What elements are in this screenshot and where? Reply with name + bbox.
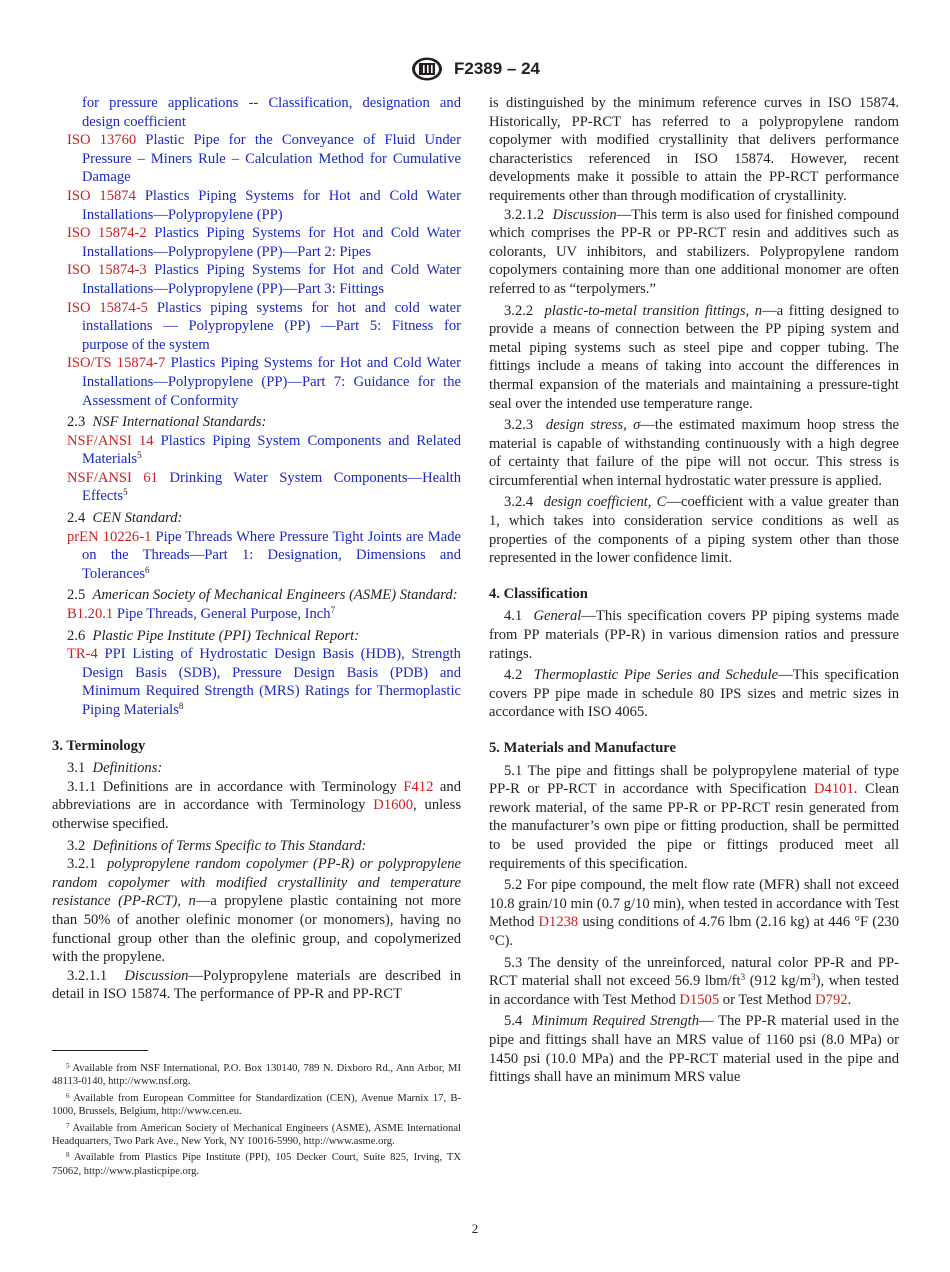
reference-continuation[interactable]: for pressure applications -- Classification, designation and design coefficient <box>82 95 461 130</box>
para-4-2: 4.2 Thermoplastic Pipe Series and Schedule—This specification covers PP pipe made in schedule 80 IPS sizes and metric sizes in accordance with ISO 4065. <box>489 667 900 721</box>
footnote-divider <box>52 1050 148 1051</box>
section-2-5-heading: 2.5 American Society of Mechanical Engineers (ASME) Standard: <box>67 587 458 604</box>
link-d1505[interactable]: D1505 <box>679 991 720 1008</box>
link-d1600[interactable]: D1600 <box>373 797 414 814</box>
footnote-7: $^7$ Available from American Society of Mechanical Engineers (ASME), ASME International Headquarters, Two Park Ave., New York, NY 10016-5990, http://www.asme.org. <box>52 1121 461 1148</box>
document-code: F2389 – 24 <box>453 59 540 78</box>
page-number: 2 <box>471 1221 479 1236</box>
astm-logo-icon <box>410 56 444 82</box>
link-f412[interactable]: F412 <box>403 778 434 795</box>
section-5-heading: 5. Materials and Manufacture <box>489 740 676 756</box>
section-2-6-heading: 2.6 Plastic Pipe Institute (PPI) Technical Report: <box>67 627 360 644</box>
reference-iso-15874-2[interactable]: ISO 15874-2 Plastics Piping Systems for Hot and Cold Water Installations—Polypropylene (PP)—Part 2: Pipes <box>67 225 461 260</box>
reference-nsf-ansi-61[interactable]: NSF/ANSI 61 Drinking Water System Components—Health Effects$^5$ <box>67 469 462 505</box>
footnote-6: $^6$ Available from European Committee for Standardization (CEN), Avenue Marnix 17, B-1000, Brussels, Belgium, http://www.cen.eu. <box>52 1091 461 1118</box>
reference-iso-15874-5[interactable]: ISO 15874-5 Plastics piping systems for hot and cold water installations — Polypropylene (PP) —Part 5: Fitness for purpose of the system <box>67 299 461 353</box>
link-d792[interactable]: D792 <box>815 991 848 1008</box>
para-3-2-1-1-continued: is distinguished by the minimum reference curves in ISO 15874. Historically, PP-RCT has referred to a polypropylene random copolymer with modified crystallinity that delivers performance characteristics referenced in ISO 15874. However, recent developments make it possible to attain the PP-RCT performance requirements other than through modification of crystallinity. <box>489 95 899 204</box>
link-d1238[interactable]: D1238 <box>538 914 579 931</box>
para-3-2-3: 3.2.3 design stress, σ—the estimated maximum hoop stress the material is capable of withstanding continuously with a high degree of certainty that failure of the pipe will not occur. This stress is circumferential when internal hydrostatic water pressure is applied. <box>489 417 900 489</box>
reference-iso-15874[interactable]: ISO 15874 Plastics Piping Systems for Hot and Cold Water Installations—Polypropylene (PP) <box>67 187 462 223</box>
para-5-2: 5.2 For pipe compound, the melt flow rate (MFR) shall not exceed 10.8 grain/10 min (0.7 g/10 min), when tested in accordance with Test Method D1238 using conditions of 4.76 lbm (2.16 kg) at 446 °F (230 °C). <box>489 877 899 949</box>
link-d4101[interactable]: D4101 <box>814 781 854 798</box>
reference-iso-ts-15874-7[interactable]: ISO/TS 15874-7 Plastics Piping Systems for Hot and Cold Water Installations—Polypropylene (PP)—Part 7: Guidance for the Assessment of Conformity <box>67 355 461 409</box>
reference-pren-10226-1[interactable]: prEN 10226-1 Pipe Threads Where Pressure Tight Joints are Made on the Threads—Part 1: Designation, Dimensions and Tolerances$^6$ <box>67 528 461 582</box>
reference-iso-13760[interactable]: ISO 13760 Plastic Pipe for the Conveyance of Fluid Under Pressure – Miners Rule – Calculation Method for Cumulative Damage <box>67 132 462 186</box>
para-3-2-1: 3.2.1 polypropylene random copolymer (PP-R) or polypropylene random copolymer with modified crystallinity and temperature resistance (PP-RCT), n—a propylene plastic containing not more than 50% of another olefinic monomer (or monomers), having no functional group other than the olefinic group, and copolymerized with the propylene. <box>52 856 462 966</box>
para-3-1-1: 3.1.1 Definitions are in accordance with Terminology F412 and abbreviations are in accordance with Terminology D1600, unless otherwise specified. <box>52 778 462 832</box>
reference-tr-4[interactable]: TR-4 PPI Listing of Hydrostatic Design Basis (HDB), Strength Design Basis (SDB), Pressure Design Basis (PDB) and Minimum Required Strength (MRS) Ratings for Thermoplastic Piping Materials$^8$ <box>67 646 461 718</box>
para-3-2-1-2: 3.2.1.2 Discussion—This term is also used for finished compound which comprises the PP-R or PP-RCT resin and additives such as colorants, UV inhibitors, and stabilizers. Polypropylene random copolymers containing more than one additional monomer are often referred to as “terpolymers.” <box>489 206 899 297</box>
footnote-8: $^8$ Available from Plastics Pipe Institute (PPI), 105 Decker Court, Suite 825, Irving, TX 75062, http://www.plasticpipe.org. <box>52 1151 461 1177</box>
footnote-5: $^5$ Available from NSF International, P.O. Box 130140, 789 N. Dixboro Rd., Ann Arbor, MI 48113-0140, http://www.nsf.org. <box>52 1062 461 1088</box>
para-3-2: 3.2 Definitions of Terms Specific to This Standard: <box>67 837 367 854</box>
section-4-heading: 4. Classification <box>489 585 588 602</box>
page-header <box>0 56 950 82</box>
para-5-4: 5.4 Minimum Required Strength— The PP-R material used in the pipe and fittings shall have an MRS value of 1160 psi (8.0 MPa) or 1450 psi (10.0 MPa) and the PP-RCT material used in the pipe and fittings shall have an minimum MRS value <box>489 1013 899 1086</box>
left-column <box>52 94 461 1004</box>
section-3-heading: 3. Terminology <box>52 737 146 754</box>
reference-b1-20-1[interactable]: B1.20.1 Pipe Threads, General Purpose, Inch$^7$ <box>67 605 336 623</box>
reference-nsf-ansi-14[interactable]: NSF/ANSI 14 Plastics Piping System Components and Related Materials$^5$ <box>67 432 462 468</box>
section-2-3-heading: 2.3 NSF International Standards: <box>67 414 267 431</box>
para-5-1: 5.1 The pipe and fittings shall be polypropylene material of type PP-R or PP-RCT in accordance with Specification D4101. Clean rework material, of the same PP-R or PP-RCT resin generated from the manufacturer’s own pipe or fitting production, shall be permitted to be used provided the pipe or fittings produced meet all requirements of this specification. <box>489 762 899 872</box>
para-4-1: 4.1 General—This specification covers PP piping systems made from PP materials (PP-R) in various dimension ratios and pressure ratings. <box>489 608 899 662</box>
footnotes <box>52 1062 461 1181</box>
right-column <box>489 94 899 1087</box>
para-3-1: 3.1 Definitions: <box>67 760 163 777</box>
para-3-2-2: 3.2.2 plastic-to-metal transition fittings, n—a fitting designed to provide a means of connection between the PP piping system and metal piping systems such as steel pipe and copper tubing. The fittings include a means of taking into account the differences in thermal expansion of the materials and maintaining a pressure-tight seal over the intended use temperature range. <box>489 302 900 412</box>
section-2-4-heading: 2.4 CEN Standard: <box>67 510 183 527</box>
para-5-3: 5.3 The density of the unreinforced, natural color PP-R and PP-RCT material shall not exceed 56.9 lbm/$ft^3$ (912 $kg/m^3$), when tested in accordance with Test Method D1505 or Test Method D792. <box>489 954 899 1008</box>
para-3-2-1-1: 3.2.1.1 Discussion—Polypropylene materials are described in detail in ISO 15874. The performance of PP-R and PP-RCT <box>52 967 461 1003</box>
para-3-2-4: 3.2.4 design coefficient, C—coefficient with a value greater than 1, which takes into consideration service conditions as well as properties of the components of a piping system other than those represented in the lower confidence limit. <box>489 494 899 567</box>
reference-iso-15874-3[interactable]: ISO 15874-3 Plastics Piping Systems for Hot and Cold Water Installations—Polypropylene (PP)—Part 3: Fittings <box>67 262 461 297</box>
